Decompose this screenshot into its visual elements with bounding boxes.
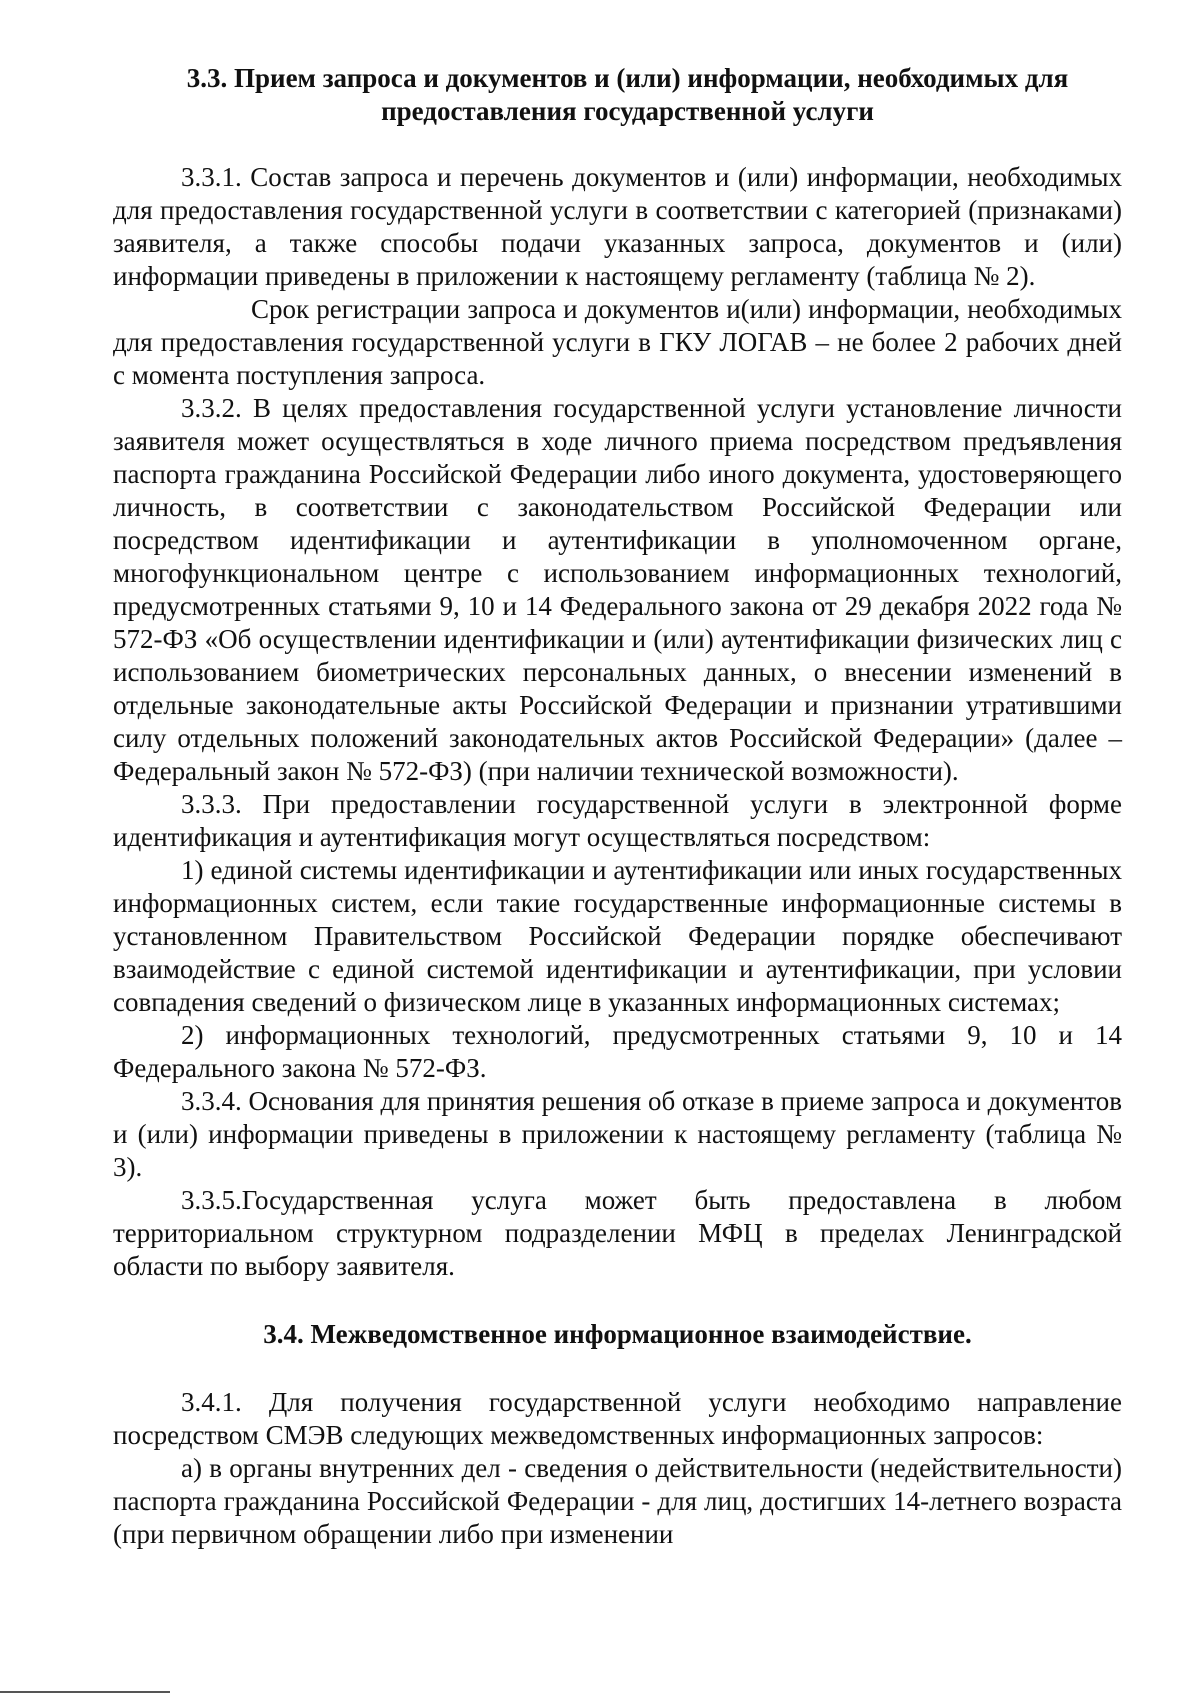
paragraph-item-2: 2) информационных технологий, предусмотренных статьями 9, 10 и 14 Федерального закона № 572-ФЗ. bbox=[113, 1020, 1122, 1083]
section-3-4-heading: 3.4. Межведомственное информационное взаимодействие. bbox=[263, 1319, 972, 1349]
paragraph-item-1: 1) единой системы идентификации и аутентификации или иных государственных информационных систем, если такие государственные информационные системы в установленном Правительством Российской Федерации порядке обеспечивают взаимодействие с единой системой идентификации и аутентификации, при условии совпадения сведений о физическом лице в указанных информационных системах; bbox=[113, 855, 1122, 1017]
paragraph-3-3-4: 3.3.4. Основания для принятия решения об отказе в приеме запроса и документов и (или) информации приведены в приложении к настоящему регламенту (таблица № 3). bbox=[113, 1086, 1122, 1182]
section-3-3-heading: 3.3. Прием запроса и документов и (или) информации, необходимых для предоставления государственной услуги bbox=[186, 63, 1069, 126]
paragraph-3-3-1: 3.3.1. Состав запроса и перечень документов и (или) информации, необходимых для предоставления государственной услуги в соответствии с категорией (признаками) заявителя, а также способы подачи указанных запроса, документов и (или) информации приведены в приложении к настоящему регламенту (таблица № 2). bbox=[113, 162, 1122, 291]
paragraph-3-3-5: 3.3.5.Государственная услуга может быть предоставлена в любом территориальном структурном подразделении МФЦ в пределах Ленинградской области по выбору заявителя. bbox=[113, 1185, 1122, 1281]
page-bottom-rule bbox=[0, 1691, 170, 1693]
paragraph-3-4-1: 3.4.1. Для получения государственной услуги необходимо направление посредством СМЭВ следующих межведомственных информационных запросов: bbox=[113, 1387, 1122, 1450]
paragraph-3-3-3: 3.3.3. При предоставлении государственной услуги в электронной форме идентификация и аутентификация могут осуществляться посредством: bbox=[113, 789, 1122, 852]
paragraph-registration-term: Срок регистрации запроса и документов и(или) информации, необходимых для предоставления государственной услуги в ГКУ ЛОГАВ – не более 2 рабочих дней с момента поступления запроса. bbox=[113, 294, 1122, 390]
document-page bbox=[113, 62, 1122, 1551]
paragraph-item-a: а) в органы внутренних дел - сведения о действительности (недействительности) паспорта гражданина Российской Федерации - для лиц, достигших 14-летнего возраста (при первичном обращении либо при изменении bbox=[113, 1453, 1122, 1549]
paragraph-3-3-2: 3.3.2. В целях предоставления государственной услуги установление личности заявителя может осуществляться в ходе личного приема посредством предъявления паспорта гражданина Российской Федерации либо иного документа, удостоверяющего личность, в соответствии с законодательством Российской Федерации или посредством идентификации и аутентификации в уполномоченном органе, многофункциональном центре с использованием информационных технологий, предусмотренных статьями 9, 10 и 14 Федерального закона от 29 декабря 2022 года № 572-ФЗ «Об осуществлении идентификации и (или) аутентификации физических лиц с использованием биометрических персональных данных, о внесении изменений в отдельные законодательные акты Российской Федерации и признании утратившими силу отдельных положений законодательных актов Российской Федерации» (далее – Федеральный закон № 572-ФЗ) (при наличии технической возможности). bbox=[113, 393, 1122, 786]
